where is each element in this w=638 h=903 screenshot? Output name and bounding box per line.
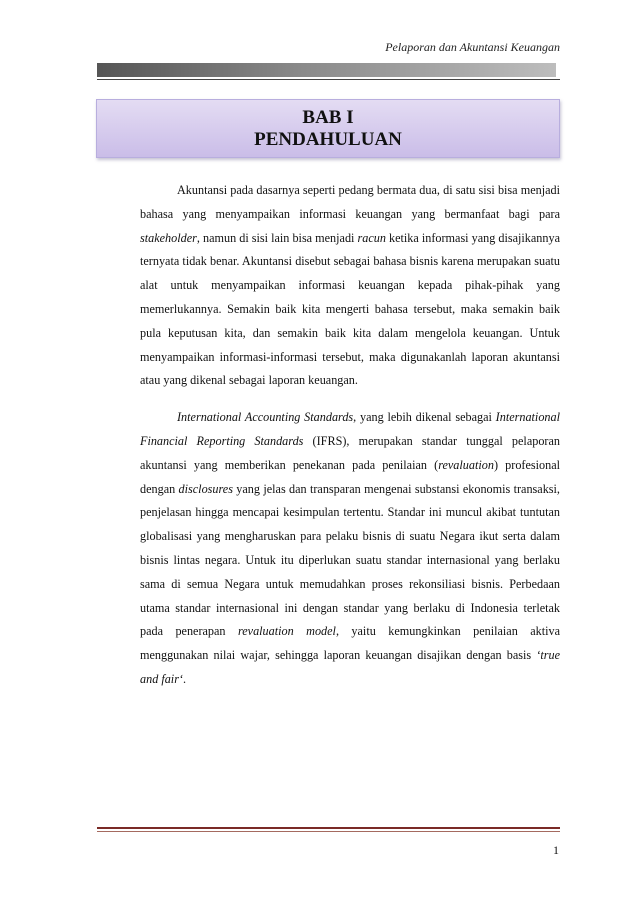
italic-text: ‘true and fair‘ xyxy=(140,648,560,686)
italic-text: International Accounting Standards xyxy=(177,410,354,425)
text-segment: (IFRS), merupakan standar tunggal pelaporan akuntansi yang memberikan penekanan pada penilaian ( xyxy=(140,433,560,472)
text-segment: , namun di sisi lain bisa menjadi xyxy=(196,230,358,245)
text-segment: , yang lebih dikenal sebagai xyxy=(353,410,496,425)
italic-text: revaluation xyxy=(438,457,494,472)
page-number: 1 xyxy=(553,843,559,857)
footer-rule xyxy=(97,827,560,829)
text-segment: Akuntansi pada dasarnya seperti pedang bermata dua, di satu sisi bisa menjadi bahasa yang menyampaikan informasi keuangan yang bermanfaat bagi para xyxy=(140,183,560,221)
text-segment: , yaitu kemungkinkan penilaian aktiva menggunakan nilai wajar, sehingga laporan keuangan disajikan dengan basis xyxy=(140,624,561,663)
italic-text: International Financial Reporting Standards xyxy=(140,410,560,448)
text-segment: ) profesional dengan xyxy=(140,457,560,496)
chapter-title: PENDAHULUAN xyxy=(254,129,402,150)
italic-text: disclosures xyxy=(178,481,233,496)
chapter-heading-box xyxy=(96,99,560,158)
text-segment: . xyxy=(183,671,187,686)
text-segment: ketika informasi yang disajikannya ternyata tidak benar. Akuntansi disebut sebagai bahasa bisnis karena merupakan suatu alat untuk menyampaikan informasi keuangan kepada pihak-pihak yang memerlukannya. Semakin baik kita mengerti bahasa tersebut, maka semakin baik pula keputusan kita, dan semakin baik kita dalam mengelola keuangan. Untuk menyampaikan informasi-informasi tersebut, maka digunakanlah laporan akuntansi atau yang dikenal sebagai laporan keuangan. xyxy=(140,230,560,388)
body-text xyxy=(140,179,560,692)
chapter-number: BAB I xyxy=(302,107,354,128)
running-header: Pelaporan dan Akuntansi Keuangan xyxy=(385,40,560,54)
footer-thin-rule xyxy=(97,831,560,832)
header-thin-rule xyxy=(97,79,560,80)
italic-text: revaluation model xyxy=(237,624,336,639)
italic-text: stakeholder xyxy=(140,230,197,245)
header-rule xyxy=(97,63,556,77)
paragraph xyxy=(140,179,560,393)
paragraph xyxy=(140,406,560,692)
italic-text: racun xyxy=(357,230,386,245)
text-segment: yang jelas dan transparan mengenai substansi ekonomis transaksi, penjelasan hingga mencapai kesimpulan tertentu. Standar ini muncul akibat tuntutan globalisasi yang mengharuskan para pelaku bisnis di suatu Negara ikut serta dalam bisnis lintas negara. Untuk itu diperlukan suatu standar internasional yang berlaku sama di semua Negara untuk memudahkan proses rekonsiliasi bisnis. Perbedaan utama standar internasional ini dengan standar yang berlaku di Indonesia terletak pada penerapan xyxy=(140,481,560,639)
